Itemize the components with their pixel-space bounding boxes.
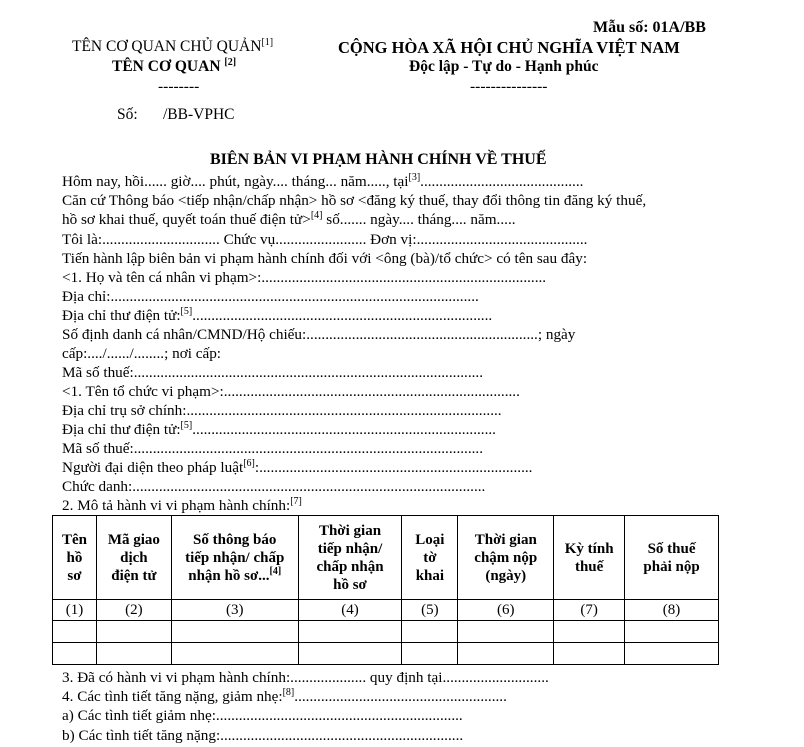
table-cell [96,643,171,665]
text-line: 4. Các tình tiết tăng nặng, giảm nhẹ:[8]........................................................ [62,687,507,705]
text-line: hồ sơ khai thuế, quyết toán thuế điện tử>[4] số....... ngày.... tháng.... năm..... [62,210,516,228]
table-cell [96,621,171,643]
table-cell: (4) [298,600,402,621]
table-cell: (7) [554,600,625,621]
table-row [53,621,719,643]
text-line: Địa chỉ thư điện tử:[5]............................................................................... [62,306,493,324]
table-header-row [53,516,719,600]
table-cell [554,643,625,665]
table-cell: (8) [625,600,719,621]
table-header-cell: Số thuế phải nộp [625,516,719,600]
table-cell: (3) [171,600,298,621]
text-line: Mã số thuế:............................................................................................ [62,364,484,381]
table-header-cell: Kỳ tính thuế [554,516,625,600]
table-cell [402,621,458,643]
table-header-cell: Mã giao dịch điện tử [96,516,171,600]
table-cell [458,643,554,665]
table-cell [625,621,719,643]
form-code: Mẫu số: 01A/BB [593,19,706,36]
table-cell: (2) [96,600,171,621]
violation-table [52,515,719,665]
agency-parent: TÊN CƠ QUAN CHỦ QUẢN[1] [72,37,274,55]
text-line: 3. Đã có hành vi vi phạm hành chính:.................... quy định tại............................ [62,669,549,686]
table-cell [298,643,402,665]
table-header-cell: Loại tờ khai [402,516,458,600]
text-line: Chức danh:............................................................................................. [62,478,486,495]
table-cell [53,643,97,665]
text-line: Số định danh cá nhân/CMND/Hộ chiếu:.............................................................; ngày [62,326,576,343]
text-line: 2. Mô tả hành vi vi phạm hành chính:[7] [62,496,302,514]
table-cell [171,643,298,665]
table-cell [402,643,458,665]
table-cell [625,643,719,665]
table-cell [554,621,625,643]
text-line: Địa chỉ trụ sở chính:................................................................................... [62,402,502,419]
table-cell [171,621,298,643]
text-line: Mã số thuế:............................................................................................ [62,440,484,457]
table-cell [53,621,97,643]
text-line: Hôm nay, hồi...... giờ.... phút, ngày.... tháng... năm....., tại[3]........................................... [62,172,584,190]
text-line: Người đại diện theo pháp luật[6]:........................................................................ [62,458,533,476]
text-line: Địa chỉ:................................................................................................. [62,288,479,305]
agency-name: TÊN CƠ QUAN [2] [112,57,237,75]
motto: Độc lập - Tự do - Hạnh phúc [409,58,599,75]
text-line: Tiến hành lập biên bản vi phạm hành chính đối với <ông (bà)/tổ chức> có tên sau đây: [62,250,588,267]
table-cell [298,621,402,643]
text-line: Tôi là:............................... Chức vụ........................ Đơn vị:............................................. [62,231,588,248]
text-line: <1. Họ và tên cá nhân vi phạm>:........................................................................... [62,269,547,286]
motto-divider: --------------- [470,78,548,95]
table-cell [458,621,554,643]
agency-divider: -------- [158,78,200,95]
table-header-cell: Thời gian tiếp nhận/ chấp nhận hồ sơ [298,516,402,600]
text-line: a) Các tình tiết giảm nhẹ:................................................................. [62,707,463,724]
table-header-cell: Số thông báo tiếp nhận/ chấp nhận hồ sơ...[4] [171,516,298,600]
document-number-label: Số: [117,106,138,123]
country-name: CỘNG HÒA XÃ HỘI CHỦ NGHĨA VIỆT NAM [338,38,680,57]
text-line: Địa chỉ thư điện tử:[5]................................................................................ [62,420,496,438]
text-line: Căn cứ Thông báo <tiếp nhận/chấp nhận> hồ sơ <đăng ký thuế, thay đổi thông tin đăng ký thuế, [62,192,647,209]
document-number-suffix: /BB-VPHC [163,106,235,123]
text-line: b) Các tình tiết tăng nặng:................................................................ [62,727,464,744]
table-header-cell: Thời gian chậm nộp (ngày) [458,516,554,600]
text-line: cấp:..../....../........; nơi cấp: [62,345,222,362]
text-line: <1. Tên tổ chức vi phạm>:.............................................................................. [62,383,520,400]
table-row [53,643,719,665]
document-title: BIÊN BẢN VI PHẠM HÀNH CHÍNH VỀ THUẾ [210,151,547,168]
table-cell: (5) [402,600,458,621]
table-number-row [53,600,719,621]
table-cell: (1) [53,600,97,621]
table-header-cell: Tên hồ sơ [53,516,97,600]
table-cell: (6) [458,600,554,621]
